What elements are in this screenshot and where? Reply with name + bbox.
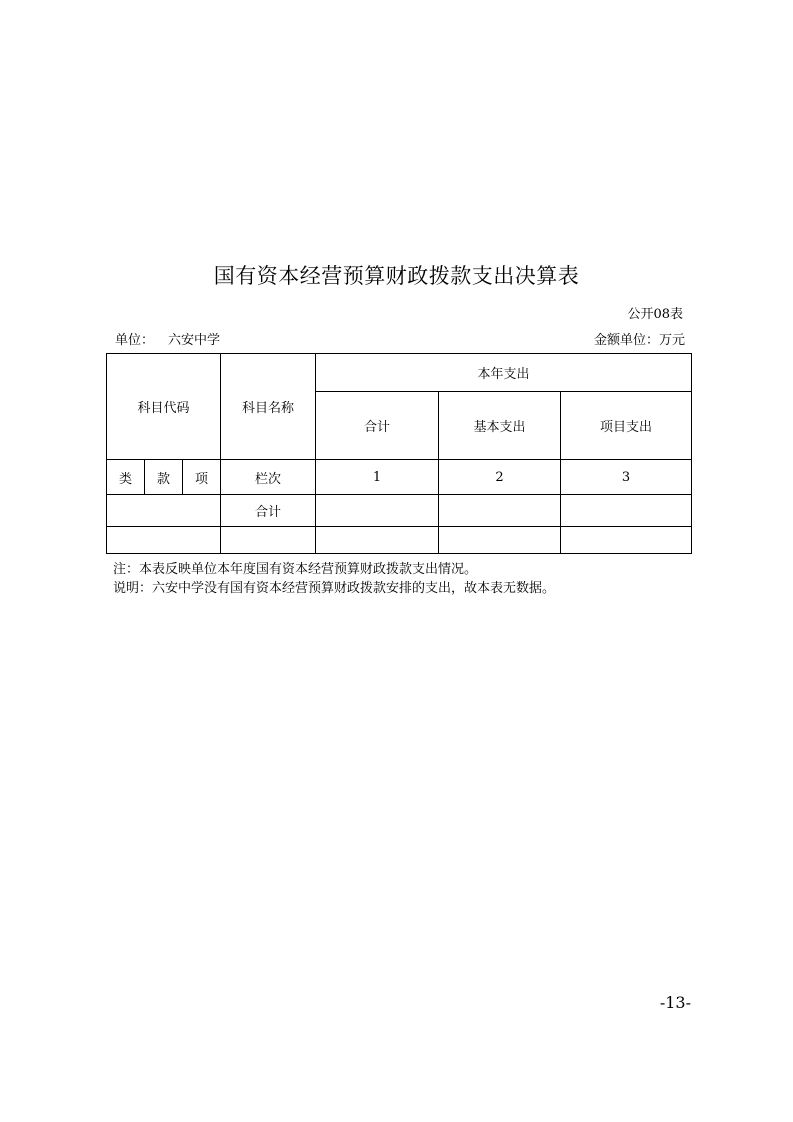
- note-2: 说明：六安中学没有国有资本经营预算财政拨款安排的支出，故本表无数据。: [113, 581, 556, 596]
- total-row-total-cell: [316, 495, 439, 527]
- amount-unit: 金额单位：万元: [593, 333, 685, 348]
- header-current-year-expenditure: 本年支出: [316, 354, 692, 392]
- unit-info: [115, 329, 220, 348]
- lanci-3: 3: [561, 460, 692, 495]
- empty-row-basic-cell: [439, 527, 561, 554]
- page-number: -13-: [659, 993, 691, 1012]
- form-number: 公开08表: [627, 307, 683, 322]
- unit-name: 六安中学: [168, 333, 221, 348]
- note-1: 注：本表反映单位本年度国有资本经营预算财政拨款支出情况。: [113, 562, 478, 577]
- sub-header-kuan: 款: [145, 460, 183, 495]
- header-subject-name: 科目名称: [221, 354, 316, 460]
- notes: [113, 560, 555, 598]
- empty-row-project-cell: [561, 527, 692, 554]
- total-row-project-cell: [561, 495, 692, 527]
- unit-label: 单位：: [115, 333, 155, 348]
- total-row: [107, 495, 692, 527]
- header-total: 合计: [316, 392, 439, 460]
- total-row-code-cell: [107, 495, 221, 527]
- header-basic-expenditure: 基本支出: [439, 392, 561, 460]
- page-title: 国有资本经营预算财政拨款支出决算表: [213, 264, 580, 288]
- total-row-label: 合计: [221, 495, 316, 527]
- total-row-basic-cell: [439, 495, 561, 527]
- sub-header-xiang: 项: [183, 460, 221, 495]
- empty-row-name-cell: [221, 527, 316, 554]
- header-row-1: [107, 354, 692, 392]
- lanci-2: 2: [439, 460, 561, 495]
- header-subject-code: 科目代码: [107, 354, 221, 460]
- lanci-1: 1: [316, 460, 439, 495]
- empty-row-total-cell: [316, 527, 439, 554]
- table-row: [107, 527, 692, 554]
- expenditure-table: [106, 353, 692, 554]
- sub-header-lanci: 栏次: [221, 460, 316, 495]
- empty-row-code-cell: [107, 527, 221, 554]
- header-row-3: [107, 460, 692, 495]
- sub-header-lei: 类: [107, 460, 145, 495]
- header-project-expenditure: 项目支出: [561, 392, 692, 460]
